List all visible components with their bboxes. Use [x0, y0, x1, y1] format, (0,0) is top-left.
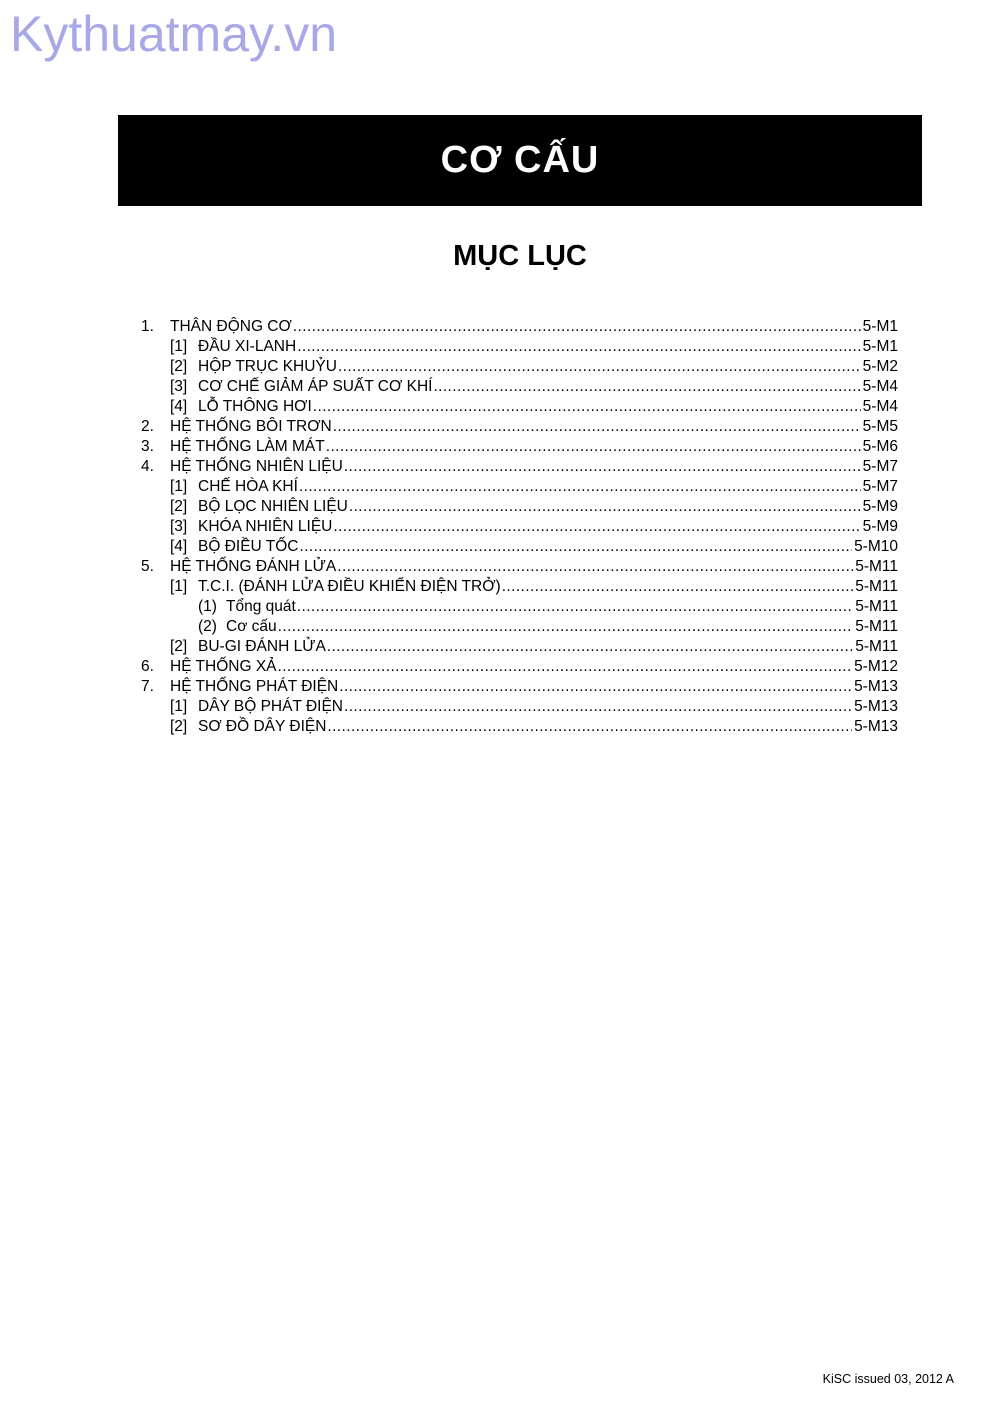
toc-entry-page: 5-M1	[862, 318, 898, 335]
toc-entry-number: 3.	[141, 438, 154, 455]
toc-dot-leader	[327, 637, 853, 657]
toc-entry-label: HỆ THỐNG XẢ	[170, 658, 277, 675]
toc-entry-label: CHẾ HÒA KHÍ	[198, 478, 298, 495]
toc-entry-number: 2.	[141, 418, 154, 435]
toc-dot-leader	[297, 337, 860, 357]
toc-entry-page: 5-M10	[854, 538, 898, 555]
toc-dot-leader	[344, 697, 852, 717]
toc-entry-number: 7.	[141, 678, 154, 695]
toc-entry-label: LỖ THÔNG HƠI	[198, 398, 312, 415]
toc-entry[interactable]	[141, 657, 898, 677]
toc-entry-number: 4.	[141, 458, 154, 475]
toc-entry-label: KHÓA NHIÊN LIỆU	[198, 518, 333, 535]
toc-entry[interactable]	[141, 437, 898, 457]
toc-dot-leader	[349, 497, 861, 517]
toc-entry-label: Tổng quát	[226, 598, 296, 615]
toc-entry[interactable]	[141, 517, 898, 537]
toc-entry-number: [1]	[170, 478, 188, 495]
toc-entry[interactable]	[141, 617, 898, 637]
toc-entry-label: HỆ THỐNG BÔI TRƠN	[170, 418, 332, 435]
toc-entry-label: HỆ THỐNG ĐÁNH LỬA	[170, 558, 337, 575]
toc-entry-number: [2]	[170, 498, 188, 515]
toc-entry-page: 5-M11	[855, 558, 898, 575]
toc-entry-page: 5-M11	[855, 638, 898, 655]
toc-entry-number: [2]	[170, 718, 188, 735]
toc-dot-leader	[338, 357, 861, 377]
toc-dot-leader	[333, 517, 860, 537]
toc-entry-page: 5-M2	[862, 358, 898, 375]
toc-entry-label: HỆ THỐNG PHÁT ĐIỆN	[170, 678, 339, 695]
toc-dot-leader	[299, 537, 852, 557]
toc-entry-page: 5-M9	[862, 498, 898, 515]
toc-entry[interactable]	[141, 417, 898, 437]
toc-entry[interactable]	[141, 557, 898, 577]
toc-entry-page: 5-M6	[862, 438, 898, 455]
toc-entry[interactable]	[141, 477, 898, 497]
toc-dot-leader	[326, 437, 861, 457]
toc-entry[interactable]	[141, 497, 898, 517]
toc-heading: MỤC LỤC	[453, 240, 587, 272]
footer-issue-note: KiSC issued 03, 2012 A	[822, 1372, 954, 1386]
toc-entry-page: 5-M13	[854, 718, 898, 735]
toc-dot-leader	[502, 577, 854, 597]
toc-entry-page: 5-M11	[855, 578, 898, 595]
toc-entry-number: [2]	[170, 358, 188, 375]
toc-entry[interactable]	[141, 317, 898, 337]
watermark-text: Kythuatmay.vn	[10, 6, 338, 62]
toc-dot-leader	[278, 617, 854, 637]
toc-entry-label: CƠ CHẾ GIẢM ÁP SUẤT CƠ KHÍ	[198, 378, 433, 395]
toc-entry-page: 5-M1	[862, 338, 898, 355]
toc-entry-number: [1]	[170, 578, 188, 595]
toc-entry-number: [4]	[170, 398, 188, 415]
toc-entry-number: 1.	[141, 318, 154, 335]
toc-dot-leader	[344, 457, 861, 477]
toc-entry-number: [3]	[170, 378, 188, 395]
toc-entry-number: (1)	[198, 598, 217, 615]
toc-dot-leader	[297, 597, 853, 617]
toc-entry-number: [1]	[170, 338, 188, 355]
toc-entry-page: 5-M11	[855, 598, 898, 615]
chapter-banner	[118, 115, 922, 206]
toc-entry-number: (2)	[198, 618, 217, 635]
table-of-contents	[141, 317, 898, 737]
toc-entry[interactable]	[141, 377, 898, 397]
toc-entry[interactable]	[141, 717, 898, 737]
toc-entry-label: DÂY BỘ PHÁT ĐIỆN	[198, 698, 343, 715]
toc-entry-page: 5-M11	[855, 618, 898, 635]
toc-dot-leader	[433, 377, 860, 397]
toc-entry[interactable]	[141, 577, 898, 597]
toc-entry-label: ĐẦU XI-LANH	[198, 338, 297, 355]
toc-entry-page: 5-M4	[862, 378, 898, 395]
toc-entry-label: BU-GI ĐÁNH LỬA	[198, 638, 326, 655]
toc-dot-leader	[299, 477, 861, 497]
toc-entry[interactable]	[141, 357, 898, 377]
toc-dot-leader	[293, 317, 861, 337]
toc-entry[interactable]	[141, 457, 898, 477]
toc-entry-page: 5-M7	[862, 458, 898, 475]
toc-entry[interactable]	[141, 337, 898, 357]
toc-entry-number: [2]	[170, 638, 188, 655]
toc-entry[interactable]	[141, 677, 898, 697]
toc-entry-number: [1]	[170, 698, 188, 715]
toc-entry-page: 5-M5	[862, 418, 898, 435]
toc-dot-leader	[337, 557, 853, 577]
toc-entry-page: 5-M9	[862, 518, 898, 535]
toc-entry-label: HỆ THỐNG NHIÊN LIỆU	[170, 458, 343, 475]
toc-entry[interactable]	[141, 397, 898, 417]
toc-entry[interactable]	[141, 597, 898, 617]
toc-entry-label: THÂN ĐỘNG CƠ	[170, 318, 292, 335]
toc-entry-number: [3]	[170, 518, 188, 535]
toc-entry-label: BỘ ĐIỀU TỐC	[198, 538, 299, 555]
toc-dot-leader	[313, 397, 861, 417]
toc-dot-leader	[333, 417, 861, 437]
toc-entry-number: 5.	[141, 558, 154, 575]
toc-entry-page: 5-M13	[854, 698, 898, 715]
toc-entry-page: 5-M4	[862, 398, 898, 415]
toc-entry-number: 6.	[141, 658, 154, 675]
toc-entry-label: HỆ THỐNG LÀM MÁT	[170, 438, 325, 455]
toc-entry-label: BỘ LỌC NHIÊN LIỆU	[198, 498, 348, 515]
toc-entry-page: 5-M7	[862, 478, 898, 495]
toc-entry-label: Cơ cấu	[226, 618, 277, 635]
toc-entry-label: SƠ ĐỒ DÂY ĐIỆN	[198, 718, 327, 735]
toc-entry-page: 5-M13	[854, 678, 898, 695]
toc-entry-label: T.C.I. (ĐÁNH LỬA ĐIỀU KHIỂN ĐIỆN TRỞ)	[198, 578, 501, 595]
toc-entry[interactable]	[141, 537, 898, 557]
toc-dot-leader	[339, 677, 852, 697]
toc-dot-leader	[327, 717, 852, 737]
toc-entry-number: [4]	[170, 538, 188, 555]
toc-entry[interactable]	[141, 697, 898, 717]
toc-dot-leader	[278, 657, 853, 677]
toc-entry[interactable]	[141, 637, 898, 657]
toc-entry-label: HỘP TRỤC KHUỶU	[198, 358, 337, 375]
chapter-title: CƠ CẤU	[440, 139, 600, 181]
toc-entry-page: 5-M12	[854, 658, 898, 675]
